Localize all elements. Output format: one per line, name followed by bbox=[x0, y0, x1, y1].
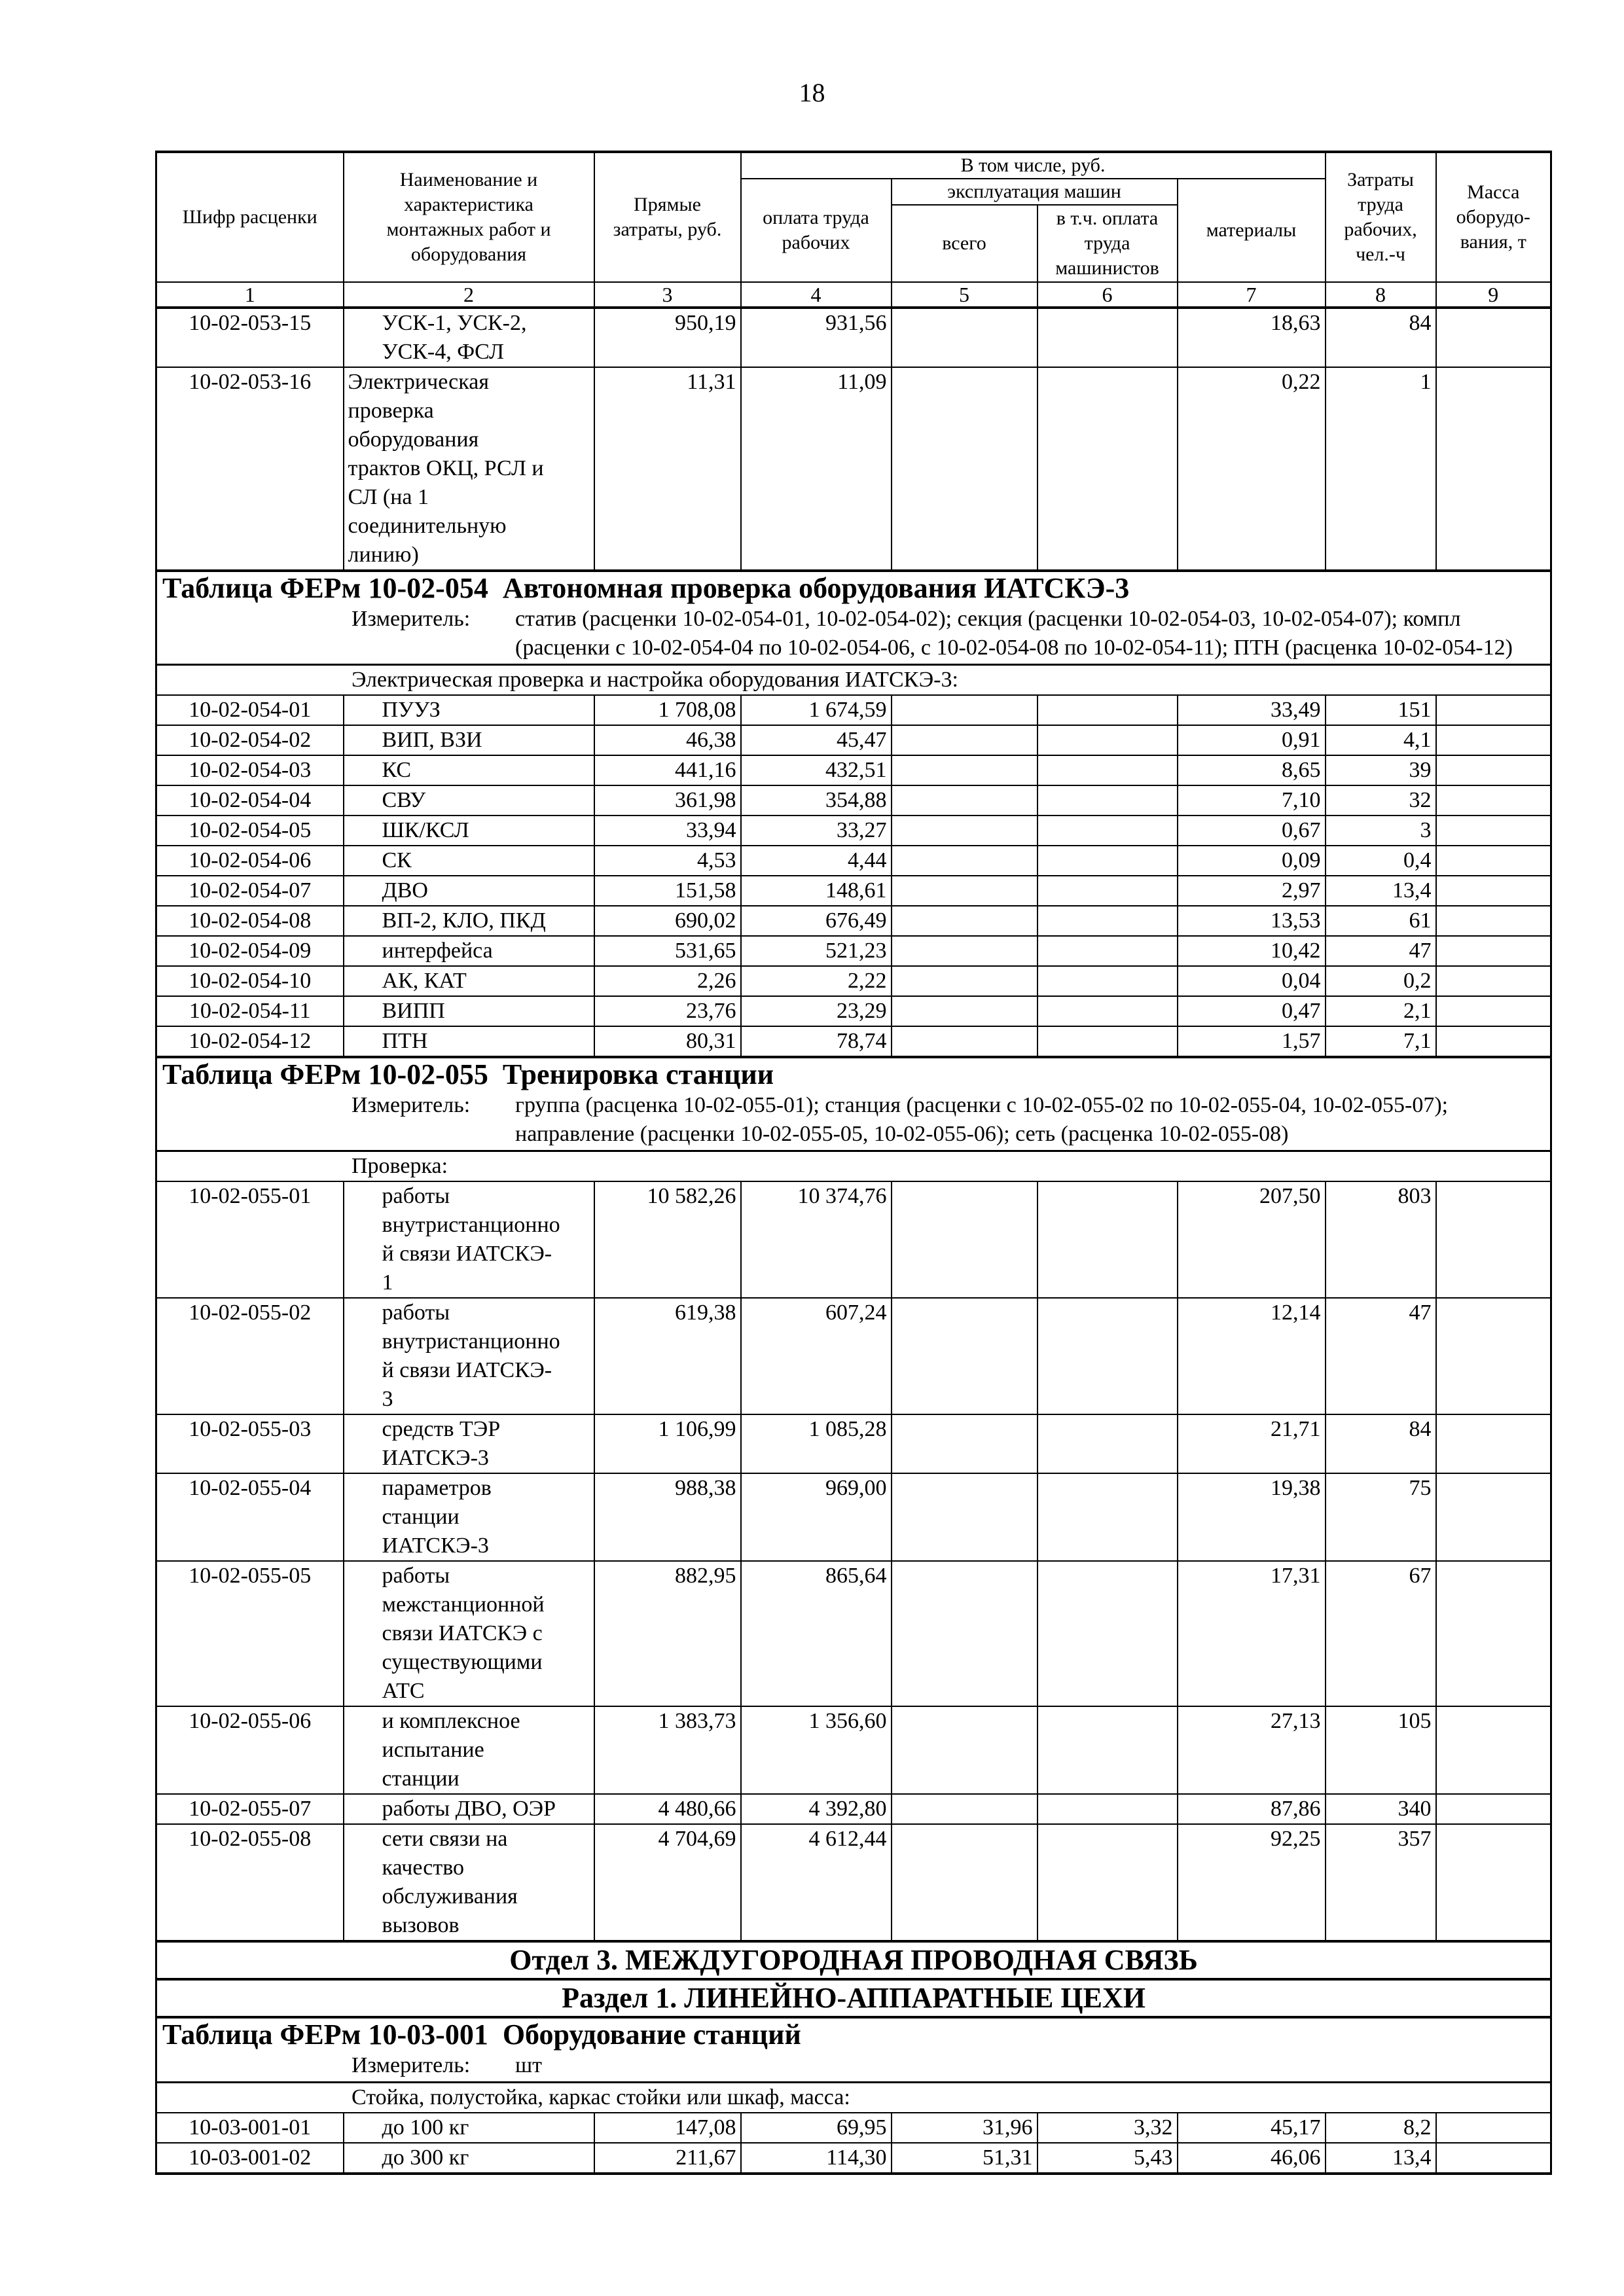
direct-costs: 10 582,26 bbox=[594, 1181, 741, 1298]
table-row bbox=[156, 906, 1551, 936]
section-heading: Раздел 1. ЛИНЕЙНО-АППАРАТНЫЕ ЦЕХИ bbox=[156, 1979, 1551, 2017]
equipment-mass bbox=[1436, 1298, 1551, 1414]
labor-hours: 803 bbox=[1326, 1181, 1436, 1298]
labor-pay: 45,47 bbox=[741, 725, 892, 755]
group-heading: Электрическая проверка и настройка оборудования ИАТСКЭ-3: bbox=[156, 665, 1551, 696]
header-name: Наименование и характеристика монтажных работ и оборудования bbox=[344, 152, 594, 282]
labor-hours: 7,1 bbox=[1326, 1026, 1436, 1057]
rate-code: 10-02-054-02 bbox=[156, 725, 344, 755]
column-number: 1 bbox=[156, 282, 344, 308]
direct-costs: 147,08 bbox=[594, 2113, 741, 2143]
machines-total bbox=[892, 1181, 1038, 1298]
machines-total bbox=[892, 725, 1038, 755]
table-row bbox=[156, 755, 1551, 785]
equipment-mass bbox=[1436, 846, 1551, 876]
materials: 21,71 bbox=[1178, 1414, 1326, 1473]
column-number: 7 bbox=[1178, 282, 1326, 308]
labor-pay: 4 392,80 bbox=[741, 1794, 892, 1824]
work-name: ВИП, ВЗИ bbox=[344, 725, 594, 755]
header-materials: материалы bbox=[1178, 179, 1326, 282]
table-title-row bbox=[156, 2017, 1551, 2051]
rate-code: 10-02-055-08 bbox=[156, 1824, 344, 1941]
equipment-mass bbox=[1436, 966, 1551, 996]
work-name: ПУУЗ bbox=[344, 695, 594, 725]
machines-total bbox=[892, 816, 1038, 846]
machinists-pay bbox=[1038, 936, 1178, 966]
machinists-pay bbox=[1038, 1298, 1178, 1414]
header-labor-pay: оплата труда рабочих bbox=[741, 179, 892, 282]
equipment-mass bbox=[1436, 1794, 1551, 1824]
labor-hours: 340 bbox=[1326, 1794, 1436, 1824]
machines-total bbox=[892, 1561, 1038, 1706]
equipment-mass bbox=[1436, 695, 1551, 725]
table-title-row bbox=[156, 1057, 1551, 1091]
unit-row bbox=[156, 1091, 1551, 1151]
machines-total bbox=[892, 1824, 1038, 1941]
labor-hours: 39 bbox=[1326, 755, 1436, 785]
table-row bbox=[156, 1181, 1551, 1298]
direct-costs: 11,31 bbox=[594, 367, 741, 571]
direct-costs: 46,38 bbox=[594, 725, 741, 755]
materials: 2,97 bbox=[1178, 876, 1326, 906]
price-table bbox=[155, 151, 1552, 2175]
column-number: 2 bbox=[344, 282, 594, 308]
labor-pay: 33,27 bbox=[741, 816, 892, 846]
labor-pay: 354,88 bbox=[741, 785, 892, 816]
machinists-pay bbox=[1038, 785, 1178, 816]
rate-code: 10-02-054-08 bbox=[156, 906, 344, 936]
machines-total bbox=[892, 367, 1038, 571]
machinists-pay bbox=[1038, 725, 1178, 755]
work-name: и комплексное испытание станции bbox=[344, 1706, 594, 1794]
section-heading-row bbox=[156, 1979, 1551, 2017]
table-row bbox=[156, 1794, 1551, 1824]
materials: 8,65 bbox=[1178, 755, 1326, 785]
group-heading: Проверка: bbox=[156, 1151, 1551, 1182]
labor-pay: 4,44 bbox=[741, 846, 892, 876]
rate-code: 10-02-054-09 bbox=[156, 936, 344, 966]
machinists-pay bbox=[1038, 876, 1178, 906]
machinists-pay bbox=[1038, 906, 1178, 936]
rate-code: 10-03-001-02 bbox=[156, 2143, 344, 2174]
work-name: ПТН bbox=[344, 1026, 594, 1057]
work-name: СВУ bbox=[344, 785, 594, 816]
labor-pay: 148,61 bbox=[741, 876, 892, 906]
labor-pay: 969,00 bbox=[741, 1473, 892, 1561]
rate-code: 10-02-055-04 bbox=[156, 1473, 344, 1561]
work-name: сети связи на качество обслуживания вызовов bbox=[344, 1824, 594, 1941]
machines-total bbox=[892, 936, 1038, 966]
equipment-mass bbox=[1436, 1026, 1551, 1057]
machinists-pay bbox=[1038, 1026, 1178, 1057]
machines-total bbox=[892, 308, 1038, 367]
work-name: параметров станции ИАТСКЭ-3 bbox=[344, 1473, 594, 1561]
labor-hours: 105 bbox=[1326, 1706, 1436, 1794]
table-row bbox=[156, 876, 1551, 906]
materials: 0,91 bbox=[1178, 725, 1326, 755]
unit-wrap bbox=[161, 1091, 1546, 1150]
unit-cell bbox=[156, 605, 1551, 665]
labor-pay: 78,74 bbox=[741, 1026, 892, 1057]
direct-costs: 4,53 bbox=[594, 846, 741, 876]
labor-hours: 61 bbox=[1326, 906, 1436, 936]
equipment-mass bbox=[1436, 308, 1551, 367]
machines-total bbox=[892, 755, 1038, 785]
machines-total bbox=[892, 1026, 1038, 1057]
table-row bbox=[156, 936, 1551, 966]
labor-pay: 10 374,76 bbox=[741, 1181, 892, 1298]
labor-hours: 0,2 bbox=[1326, 966, 1436, 996]
direct-costs: 1 708,08 bbox=[594, 695, 741, 725]
table-row bbox=[156, 1561, 1551, 1706]
machinists-pay bbox=[1038, 695, 1178, 725]
rate-code: 10-02-055-03 bbox=[156, 1414, 344, 1473]
machines-total bbox=[892, 1414, 1038, 1473]
direct-costs: 2,26 bbox=[594, 966, 741, 996]
work-name: работы внутристанционно й связи ИАТСКЭ- 1 bbox=[344, 1181, 594, 1298]
machinists-pay bbox=[1038, 1824, 1178, 1941]
machinists-pay bbox=[1038, 846, 1178, 876]
unit-label: Измеритель: bbox=[352, 607, 471, 631]
work-name: средств ТЭР ИАТСКЭ-3 bbox=[344, 1414, 594, 1473]
work-name: ВП-2, КЛО, ПКД bbox=[344, 906, 594, 936]
materials: 0,22 bbox=[1178, 367, 1326, 571]
rate-code: 10-02-055-07 bbox=[156, 1794, 344, 1824]
table-row bbox=[156, 996, 1551, 1026]
column-number: 4 bbox=[741, 282, 892, 308]
equipment-mass bbox=[1436, 725, 1551, 755]
rate-code: 10-02-055-06 bbox=[156, 1706, 344, 1794]
header-machines: эксплуатация машин bbox=[892, 179, 1178, 205]
machines-total: 51,31 bbox=[892, 2143, 1038, 2174]
equipment-mass bbox=[1436, 1414, 1551, 1473]
materials: 33,49 bbox=[1178, 695, 1326, 725]
header-labor-cost: Затраты труда рабочих, чел.-ч bbox=[1326, 152, 1436, 282]
machines-total bbox=[892, 785, 1038, 816]
work-name: ДВО bbox=[344, 876, 594, 906]
equipment-mass bbox=[1436, 2143, 1551, 2174]
materials: 45,17 bbox=[1178, 2113, 1326, 2143]
table-row bbox=[156, 308, 1551, 367]
materials: 92,25 bbox=[1178, 1824, 1326, 1941]
machines-total: 31,96 bbox=[892, 2113, 1038, 2143]
labor-pay: 11,09 bbox=[741, 367, 892, 571]
unit-row bbox=[156, 605, 1551, 665]
labor-pay: 865,64 bbox=[741, 1561, 892, 1706]
equipment-mass bbox=[1436, 2113, 1551, 2143]
labor-pay: 931,56 bbox=[741, 308, 892, 367]
machinists-pay bbox=[1038, 1473, 1178, 1561]
unit-text: шт bbox=[515, 2053, 543, 2077]
labor-hours: 84 bbox=[1326, 1414, 1436, 1473]
labor-pay: 4 612,44 bbox=[741, 1824, 892, 1941]
labor-pay: 1 674,59 bbox=[741, 695, 892, 725]
equipment-mass bbox=[1436, 816, 1551, 846]
materials: 27,13 bbox=[1178, 1706, 1326, 1794]
materials: 18,63 bbox=[1178, 308, 1326, 367]
equipment-mass bbox=[1436, 1706, 1551, 1794]
machines-total bbox=[892, 695, 1038, 725]
work-name: работы ДВО, ОЭР bbox=[344, 1794, 594, 1824]
rate-code: 10-02-055-01 bbox=[156, 1181, 344, 1298]
unit-row bbox=[156, 2051, 1551, 2083]
equipment-mass bbox=[1436, 1473, 1551, 1561]
group-heading-row bbox=[156, 2083, 1551, 2113]
machinists-pay bbox=[1038, 1794, 1178, 1824]
materials: 19,38 bbox=[1178, 1473, 1326, 1561]
unit-label: Измеритель: bbox=[352, 1093, 471, 1117]
rate-code: 10-02-054-10 bbox=[156, 966, 344, 996]
materials: 1,57 bbox=[1178, 1026, 1326, 1057]
materials: 10,42 bbox=[1178, 936, 1326, 966]
machines-total bbox=[892, 1794, 1038, 1824]
column-number: 6 bbox=[1038, 282, 1178, 308]
labor-hours: 67 bbox=[1326, 1561, 1436, 1706]
rate-code: 10-02-054-05 bbox=[156, 816, 344, 846]
work-name: КС bbox=[344, 755, 594, 785]
table-row bbox=[156, 2143, 1551, 2174]
direct-costs: 4 704,69 bbox=[594, 1824, 741, 1941]
table-body bbox=[156, 308, 1551, 2174]
rate-code: 10-02-054-12 bbox=[156, 1026, 344, 1057]
work-name: до 300 кг bbox=[344, 2143, 594, 2174]
rate-code: 10-03-001-01 bbox=[156, 2113, 344, 2143]
equipment-mass bbox=[1436, 785, 1551, 816]
table-row bbox=[156, 1706, 1551, 1794]
machinists-pay bbox=[1038, 996, 1178, 1026]
machines-total bbox=[892, 846, 1038, 876]
labor-hours: 47 bbox=[1326, 936, 1436, 966]
machinists-pay: 3,32 bbox=[1038, 2113, 1178, 2143]
direct-costs: 80,31 bbox=[594, 1026, 741, 1057]
work-name: до 100 кг bbox=[344, 2113, 594, 2143]
table-title: Таблица ФЕРм 10-02-054 Автономная проверка оборудования ИАТСКЭ-3 bbox=[156, 571, 1551, 605]
work-name: ВИПП bbox=[344, 996, 594, 1026]
machinists-pay bbox=[1038, 308, 1178, 367]
machinists-pay bbox=[1038, 367, 1178, 571]
work-name: ШК/КСЛ bbox=[344, 816, 594, 846]
section-heading-row bbox=[156, 1941, 1551, 1979]
rate-code: 10-02-054-03 bbox=[156, 755, 344, 785]
machines-total bbox=[892, 906, 1038, 936]
table-row bbox=[156, 1298, 1551, 1414]
materials: 0,04 bbox=[1178, 966, 1326, 996]
table-row bbox=[156, 785, 1551, 816]
labor-pay: 114,30 bbox=[741, 2143, 892, 2174]
work-name: АК, КАТ bbox=[344, 966, 594, 996]
table-header bbox=[156, 152, 1551, 308]
rate-code: 10-02-053-15 bbox=[156, 308, 344, 367]
machinists-pay bbox=[1038, 1561, 1178, 1706]
direct-costs: 950,19 bbox=[594, 308, 741, 367]
rate-code: 10-02-053-16 bbox=[156, 367, 344, 571]
column-number: 9 bbox=[1436, 282, 1551, 308]
page-number: 18 bbox=[799, 78, 825, 107]
equipment-mass bbox=[1436, 936, 1551, 966]
machinists-pay bbox=[1038, 1414, 1178, 1473]
labor-hours: 4,1 bbox=[1326, 725, 1436, 755]
direct-costs: 151,58 bbox=[594, 876, 741, 906]
rate-code: 10-02-055-05 bbox=[156, 1561, 344, 1706]
header-machines-total: всего bbox=[892, 205, 1038, 282]
labor-hours: 8,2 bbox=[1326, 2113, 1436, 2143]
unit-cell bbox=[156, 1091, 1551, 1151]
labor-pay: 69,95 bbox=[741, 2113, 892, 2143]
unit-label: Измеритель: bbox=[352, 2053, 471, 2077]
direct-costs: 361,98 bbox=[594, 785, 741, 816]
equipment-mass bbox=[1436, 367, 1551, 571]
table-row bbox=[156, 966, 1551, 996]
labor-hours: 84 bbox=[1326, 308, 1436, 367]
work-name: работы межстанционной связи ИАТСКЭ с существующими АТС bbox=[344, 1561, 594, 1706]
work-name: Электрическая проверка оборудования трактов ОКЦ, РСЛ и СЛ (на 1 соединительную линию) bbox=[344, 367, 594, 571]
rate-code: 10-02-054-06 bbox=[156, 846, 344, 876]
machinists-pay bbox=[1038, 755, 1178, 785]
machines-total bbox=[892, 966, 1038, 996]
table-title: Таблица ФЕРм 10-02-055 Тренировка станции bbox=[156, 1057, 1551, 1091]
labor-pay: 676,49 bbox=[741, 906, 892, 936]
direct-costs: 988,38 bbox=[594, 1473, 741, 1561]
labor-hours: 3 bbox=[1326, 816, 1436, 846]
work-name: УСК-1, УСК-2, УСК-4, ФСЛ bbox=[344, 308, 594, 367]
unit-wrap bbox=[161, 2051, 1546, 2081]
work-name: СК bbox=[344, 846, 594, 876]
machinists-pay bbox=[1038, 966, 1178, 996]
rate-code: 10-02-054-01 bbox=[156, 695, 344, 725]
machines-total bbox=[892, 1473, 1038, 1561]
direct-costs: 690,02 bbox=[594, 906, 741, 936]
machinists-pay bbox=[1038, 816, 1178, 846]
table-row bbox=[156, 1026, 1551, 1057]
unit-text: группа (расценка 10-02-055-01); станция (расценки с 10-02-055-02 по 10-02-055-04, 10-02-055-07); направление (расценки 10-02-055-05, 10-02-055-06); сеть (расценка 10-02-055-08) bbox=[515, 1093, 1449, 1146]
column-number: 8 bbox=[1326, 282, 1436, 308]
labor-hours: 1 bbox=[1326, 367, 1436, 571]
equipment-mass bbox=[1436, 755, 1551, 785]
labor-hours: 0,4 bbox=[1326, 846, 1436, 876]
table-row bbox=[156, 846, 1551, 876]
materials: 0,47 bbox=[1178, 996, 1326, 1026]
labor-hours: 13,4 bbox=[1326, 2143, 1436, 2174]
table-title: Таблица ФЕРм 10-03-001 Оборудование станций bbox=[156, 2017, 1551, 2051]
labor-hours: 357 bbox=[1326, 1824, 1436, 1941]
direct-costs: 1 106,99 bbox=[594, 1414, 741, 1473]
direct-costs: 882,95 bbox=[594, 1561, 741, 1706]
rate-code: 10-02-055-02 bbox=[156, 1298, 344, 1414]
column-number: 3 bbox=[594, 282, 741, 308]
direct-costs: 619,38 bbox=[594, 1298, 741, 1414]
work-name: интерфейса bbox=[344, 936, 594, 966]
labor-pay: 23,29 bbox=[741, 996, 892, 1026]
machines-total bbox=[892, 1298, 1038, 1414]
group-heading-row bbox=[156, 1151, 1551, 1182]
labor-hours: 32 bbox=[1326, 785, 1436, 816]
machinists-pay: 5,43 bbox=[1038, 2143, 1178, 2174]
unit-wrap bbox=[161, 605, 1546, 664]
equipment-mass bbox=[1436, 906, 1551, 936]
materials: 0,67 bbox=[1178, 816, 1326, 846]
machines-total bbox=[892, 876, 1038, 906]
header-machinists-pay: в т.ч. оплата труда машинистов bbox=[1038, 205, 1178, 282]
labor-pay: 2,22 bbox=[741, 966, 892, 996]
direct-costs: 23,76 bbox=[594, 996, 741, 1026]
unit-cell bbox=[156, 2051, 1551, 2083]
header-direct-costs: Прямые затраты, руб. bbox=[594, 152, 741, 282]
table-row bbox=[156, 367, 1551, 571]
labor-pay: 432,51 bbox=[741, 755, 892, 785]
rate-code: 10-02-054-07 bbox=[156, 876, 344, 906]
table-row bbox=[156, 725, 1551, 755]
labor-hours: 75 bbox=[1326, 1473, 1436, 1561]
table-title-row bbox=[156, 571, 1551, 605]
header-including: В том числе, руб. bbox=[741, 152, 1326, 179]
header-code: Шифр расценки bbox=[156, 152, 344, 282]
group-heading-row bbox=[156, 665, 1551, 696]
labor-hours: 151 bbox=[1326, 695, 1436, 725]
section-heading: Отдел 3. МЕЖДУГОРОДНАЯ ПРОВОДНАЯ СВЯЗЬ bbox=[156, 1941, 1551, 1979]
labor-hours: 47 bbox=[1326, 1298, 1436, 1414]
materials: 0,09 bbox=[1178, 846, 1326, 876]
labor-hours: 2,1 bbox=[1326, 996, 1436, 1026]
equipment-mass bbox=[1436, 1181, 1551, 1298]
machinists-pay bbox=[1038, 1706, 1178, 1794]
machinists-pay bbox=[1038, 1181, 1178, 1298]
labor-pay: 607,24 bbox=[741, 1298, 892, 1414]
equipment-mass bbox=[1436, 1824, 1551, 1941]
direct-costs: 1 383,73 bbox=[594, 1706, 741, 1794]
work-name: работы внутристанционно й связи ИАТСКЭ- 3 bbox=[344, 1298, 594, 1414]
labor-hours: 13,4 bbox=[1326, 876, 1436, 906]
materials: 207,50 bbox=[1178, 1181, 1326, 1298]
materials: 17,31 bbox=[1178, 1561, 1326, 1706]
materials: 87,86 bbox=[1178, 1794, 1326, 1824]
equipment-mass bbox=[1436, 876, 1551, 906]
direct-costs: 211,67 bbox=[594, 2143, 741, 2174]
rate-code: 10-02-054-11 bbox=[156, 996, 344, 1026]
table-row bbox=[156, 816, 1551, 846]
materials: 13,53 bbox=[1178, 906, 1326, 936]
group-heading: Стойка, полустойка, каркас стойки или шкаф, масса: bbox=[156, 2083, 1551, 2113]
machines-total bbox=[892, 1706, 1038, 1794]
direct-costs: 531,65 bbox=[594, 936, 741, 966]
labor-pay: 1 356,60 bbox=[741, 1706, 892, 1794]
rate-code: 10-02-054-04 bbox=[156, 785, 344, 816]
equipment-mass bbox=[1436, 996, 1551, 1026]
table-row bbox=[156, 1414, 1551, 1473]
header-mass: Масса оборудо- вания, т bbox=[1436, 152, 1551, 282]
unit-text: статив (расценки 10-02-054-01, 10-02-054-02); секция (расценки 10-02-054-03, 10-02-054-07); компл (расценки с 10-02-054-04 по 10-02-054-06, с 10-02-054-08 по 10-02-054-11); ПТН (расценка 10-02-054-12) bbox=[515, 607, 1513, 660]
table-row bbox=[156, 1473, 1551, 1561]
equipment-mass bbox=[1436, 1561, 1551, 1706]
materials: 7,10 bbox=[1178, 785, 1326, 816]
table-row bbox=[156, 695, 1551, 725]
direct-costs: 441,16 bbox=[594, 755, 741, 785]
machines-total bbox=[892, 996, 1038, 1026]
column-number: 5 bbox=[892, 282, 1038, 308]
materials: 46,06 bbox=[1178, 2143, 1326, 2174]
labor-pay: 1 085,28 bbox=[741, 1414, 892, 1473]
direct-costs: 33,94 bbox=[594, 816, 741, 846]
table-row bbox=[156, 1824, 1551, 1941]
labor-pay: 521,23 bbox=[741, 936, 892, 966]
direct-costs: 4 480,66 bbox=[594, 1794, 741, 1824]
materials: 12,14 bbox=[1178, 1298, 1326, 1414]
table-row bbox=[156, 2113, 1551, 2143]
